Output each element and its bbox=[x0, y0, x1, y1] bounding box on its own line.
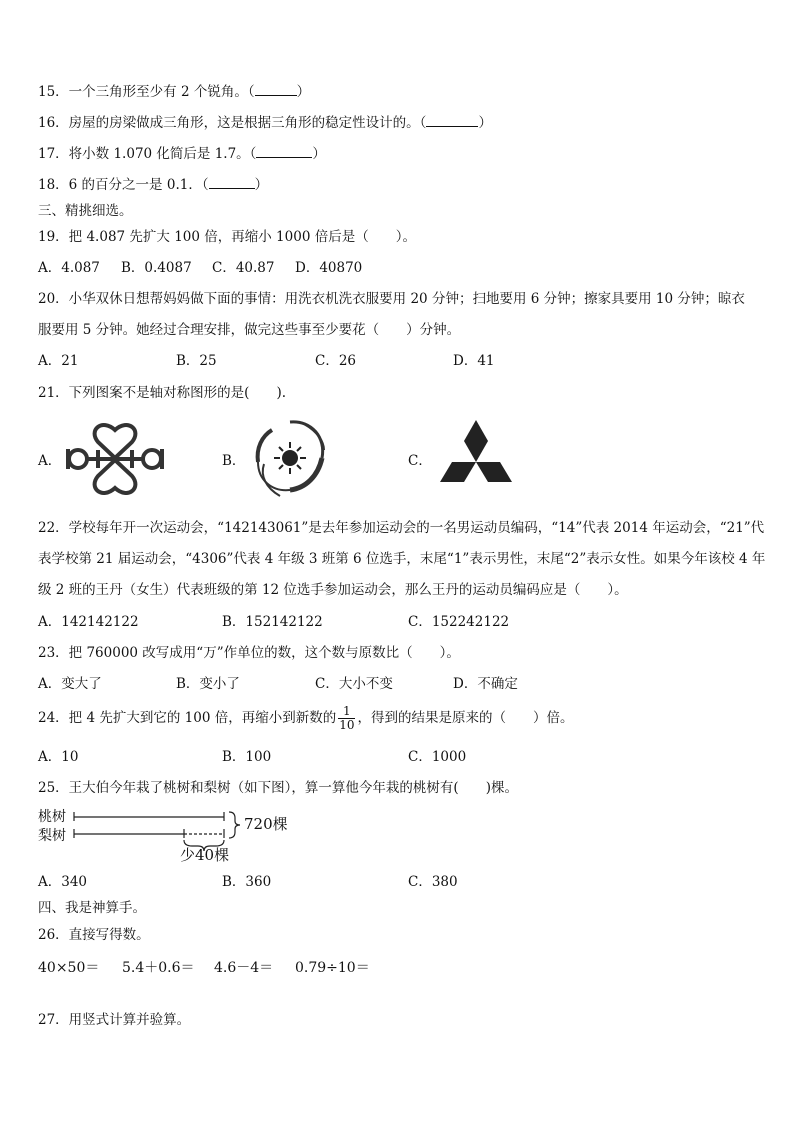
expression: 0.79÷10＝ bbox=[295, 960, 370, 976]
expression: 4.6－4＝ bbox=[214, 960, 274, 976]
answer-blank[interactable] bbox=[209, 176, 255, 189]
option-c[interactable]: C．26 bbox=[315, 353, 357, 369]
question-21: 21．下列图案不是轴对称图形的是( ). bbox=[38, 385, 287, 401]
question-22-line-3: 级 2 班的王丹（女生）代表班级的第 12 位选手参加运动会，那么王丹的运动员编码应是（ ）。 bbox=[38, 582, 628, 598]
question-15-text: 15．一个三角形至少有 2 个锐角。（ bbox=[38, 84, 255, 100]
swirl-sun-figure bbox=[250, 418, 330, 500]
knot-pattern-figure bbox=[64, 420, 166, 498]
option-a[interactable]: A．10 bbox=[38, 749, 79, 765]
option-a[interactable]: A．142142122 bbox=[38, 614, 139, 630]
option-a[interactable]: A． bbox=[38, 453, 62, 469]
question-18-text: 18．6 的百分之一是 0.1．（ bbox=[38, 177, 209, 193]
option-c[interactable]: C．1000 bbox=[408, 749, 467, 765]
less-label: 少40棵 bbox=[180, 846, 230, 864]
option-d[interactable]: D．40870 bbox=[295, 260, 363, 276]
total-label: 720棵 bbox=[244, 815, 288, 833]
option-b[interactable]: B．0.4087 bbox=[121, 260, 192, 276]
question-22-line-2: 表学校第 21 届运动会，“4306”代表 4 年级 3 班第 6 位选手，末尾“1”表示男性，末尾“2”表示女性。如果今年该校 4 年 bbox=[38, 551, 766, 567]
question-19: 19．把 4.087 先扩大 100 倍，再缩小 1000 倍后是（ ）。 bbox=[38, 229, 416, 245]
question-24: 24．把 4 先扩大到它的 100 倍，再缩小到新数的 $\frac{1}{10}$ ，得到的结果是原来的（ ）倍。 bbox=[38, 704, 574, 732]
option-b[interactable]: B．变小了 bbox=[176, 676, 240, 692]
question-16: 16．房屋的房梁做成三角形，这是根据三角形的稳定性设计的。（ ） bbox=[38, 115, 492, 131]
fraction: $\frac{1}{10}$ bbox=[339, 704, 355, 732]
section-heading-4: 四、我是神算手。 bbox=[38, 900, 146, 916]
question-17: 17．将小数 1.070 化简后是 1.7。（ ） bbox=[38, 146, 326, 162]
expression: 5.4＋0.6＝ bbox=[122, 960, 195, 976]
option-b[interactable]: B．152142122 bbox=[222, 614, 323, 630]
option-a[interactable]: A．变大了 bbox=[38, 676, 102, 692]
option-a[interactable]: A．4.087 bbox=[38, 260, 100, 276]
option-b[interactable]: B．360 bbox=[222, 874, 272, 890]
option-a[interactable]: A．21 bbox=[38, 353, 79, 369]
option-d[interactable]: D．41 bbox=[453, 353, 495, 369]
option-c[interactable]: C．40.87 bbox=[212, 260, 275, 276]
expression: 40×50＝ bbox=[38, 960, 100, 976]
answer-blank[interactable] bbox=[256, 145, 312, 158]
question-23: 23．把 760000 改写成用“万”作单位的数，这个数与原数比（ ）。 bbox=[38, 645, 460, 661]
question-26: 26．直接写得数。 bbox=[38, 927, 150, 943]
option-c[interactable]: C．大小不变 bbox=[315, 676, 393, 692]
answer-blank[interactable] bbox=[255, 83, 297, 96]
question-27: 27．用竖式计算并验算。 bbox=[38, 1012, 191, 1028]
option-b[interactable]: B． bbox=[222, 453, 246, 469]
question-15: 15．一个三角形至少有 2 个锐角。（ ） bbox=[38, 84, 311, 100]
three-diamonds-figure bbox=[436, 418, 516, 498]
question-18: 18．6 的百分之一是 0.1．（ ） bbox=[38, 177, 269, 193]
answer-blank[interactable] bbox=[426, 114, 478, 127]
option-b[interactable]: B．25 bbox=[176, 353, 217, 369]
section-heading-3: 三、精挑细选。 bbox=[38, 203, 133, 219]
question-16-text: 16．房屋的房梁做成三角形，这是根据三角形的稳定性设计的。（ bbox=[38, 115, 427, 131]
option-c[interactable]: C． bbox=[408, 453, 432, 469]
option-a[interactable]: A．340 bbox=[38, 874, 88, 890]
peach-label: 桃树 bbox=[38, 809, 66, 825]
question-25: 25．王大伯今年栽了桃树和梨树（如下图），算一算他今年栽的桃树有( )棵。 bbox=[38, 780, 518, 796]
pear-label: 梨树 bbox=[38, 828, 66, 844]
option-c[interactable]: C．380 bbox=[408, 874, 458, 890]
question-22-line-1: 22．学校每年开一次运动会，“142143061”是去年参加运动会的一名男运动员编码，“14”代表 2014 年运动会，“21”代 bbox=[38, 520, 765, 536]
option-b[interactable]: B．100 bbox=[222, 749, 272, 765]
option-c[interactable]: C．152242122 bbox=[408, 614, 510, 630]
question-20-line-1: 20．小华双休日想帮妈妈做下面的事情：用洗衣机洗衣服要用 20 分钟；扫地要用 6 分钟；擦家具要用 10 分钟；晾衣 bbox=[38, 291, 745, 307]
question-17-text: 17．将小数 1.070 化简后是 1.7。（ bbox=[38, 146, 257, 162]
option-d[interactable]: D．不确定 bbox=[453, 676, 518, 692]
question-20-line-2: 服要用 5 分钟。她经过合理安排，做完这些事至少要花（ ）分钟。 bbox=[38, 322, 461, 338]
